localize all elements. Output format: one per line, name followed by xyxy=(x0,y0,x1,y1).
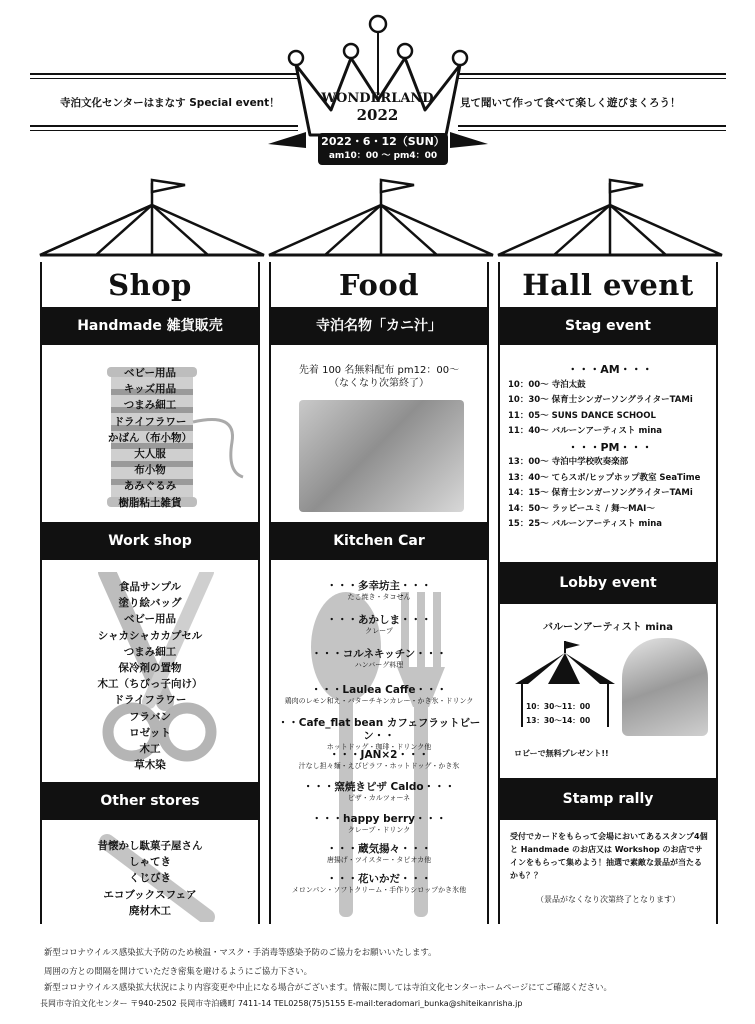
lobby-title: バルーンアーティスト mina xyxy=(543,622,673,633)
schedule-item: 14：50～ ラッピーユミ / 舞～MAI～ xyxy=(508,503,655,514)
event-year: 2022 xyxy=(356,106,399,124)
footer-line-3: 新型コロナウイルス感染拡大状況により内容変更や中止になる場合がございます。情報に関しては寺泊文化センターホームページにてご確認ください。 xyxy=(44,982,612,992)
footer-contact: 長岡市寺泊文化センター 〒940-2502 長岡市寺泊磯町 7411-14 TEL0258(75)5155 E-mail:teradomari_bunka@shiteikanrisha.jp xyxy=(40,999,523,1008)
footer-line-2: 周囲の方との間隔を開けていただき密集を避けるようにご協力下さい。 xyxy=(44,966,312,976)
specialty-line1: 先着 100 名無料配布 pm12：00～ xyxy=(298,365,460,376)
event-date: 2022・6・12（SUN） xyxy=(321,135,445,148)
tagline-right: 見て聞いて作って食べて楽しく遊びまくろう！ xyxy=(460,97,681,109)
specialty-line2: （なくなり次第終了） xyxy=(329,378,429,389)
list-item: つまみ細工 xyxy=(123,645,177,658)
list-item: ベビー用品 xyxy=(123,367,177,379)
schedule-item: 10：00～ 寺泊太鼓 xyxy=(508,379,586,390)
list-item: 昔懐かし駄菓子屋さん xyxy=(97,840,203,852)
lobby-event-band: Lobby event xyxy=(500,562,716,604)
balloon-artist-photo xyxy=(622,638,708,736)
tent-roof-food-icon xyxy=(269,180,493,255)
stage-schedule xyxy=(508,362,712,533)
list-item: ・・・Laulea Caffe・・・ 鶏肉のレモン和え・バターチキンカレー・かき氷・ドリンク xyxy=(284,684,474,705)
list-item: ベビー用品 xyxy=(123,613,177,626)
tent-roofs xyxy=(0,175,755,265)
lobby-times xyxy=(526,700,590,728)
schedule-item: 11：40～ バルーンアーティスト mina xyxy=(508,426,663,436)
list-item: 塗り絵バッグ xyxy=(118,597,182,610)
list-item: ・・・花いかだ・・・ メロンパン・ソフトクリーム・手作りシロップかき氷他 xyxy=(291,873,467,894)
list-item: ・・・多幸坊主・・・ たこ焼き・タコせん xyxy=(326,580,432,601)
shop-column xyxy=(40,262,260,924)
list-item: キッズ用品 xyxy=(123,383,177,396)
list-item: くじびき xyxy=(129,872,171,885)
list-item: 木工 xyxy=(139,743,161,756)
other-stores-list xyxy=(42,838,258,919)
schedule-item: 10：30～ 保育士シンガーソングライターTAMi xyxy=(508,395,693,405)
schedule-item: 13：00～ 寺泊中学校吹奏楽部 xyxy=(508,457,629,467)
food-title: Food xyxy=(339,268,419,302)
list-item: つまみ細工 xyxy=(123,399,177,412)
list-item: 木工（ちびっ子向け） xyxy=(97,678,203,691)
list-item: フラバン xyxy=(129,710,171,723)
list-item: あみぐるみ xyxy=(123,480,177,493)
tent-roof-shop-icon xyxy=(40,180,264,255)
crab-soup-photo xyxy=(299,400,464,512)
workshop-list xyxy=(42,579,258,773)
stamp-rally-note: （景品がなくなり次第終了となります） xyxy=(536,895,680,904)
am-heading: ・・・AM・・・ xyxy=(567,363,653,376)
tagline-left: 寺泊文化センターはまなす Special event！ xyxy=(60,97,280,109)
list-item: ドライフラワー xyxy=(113,694,187,707)
list-item: 保冷剤の置物 xyxy=(118,662,182,675)
kitchen-car-list xyxy=(271,580,487,903)
event-title: WONDERLAND xyxy=(321,91,434,106)
hall-event-column xyxy=(498,262,718,924)
list-item: 大人服 xyxy=(134,448,166,461)
list-item: エコブックスフェア xyxy=(103,888,197,901)
list-item: ・・Cafe_flat bean カフェフラットビーン・・ ホットドッグ・珈琲・ドリンク他 xyxy=(277,717,481,751)
list-item: ・・・窯焼きピザ Caldo・・・ ピザ・カルツォーネ xyxy=(302,781,456,802)
list-item: ・・・JAN×2・・・ 汁なし担々麺・えびピラフ・ホットドッグ・かき氷 xyxy=(298,749,460,770)
list-item: シャカシャカカプセル xyxy=(97,629,203,642)
schedule-item: 14：15～ 保育士シンガーソングライターTAMi xyxy=(508,488,693,498)
footer-line-1: 新型コロナウイルス感染拡大予防のため検温・マスク・手消毒等感染予防のご協力をお願いいたします。 xyxy=(44,947,437,957)
pm-heading: ・・・PM・・・ xyxy=(567,440,653,454)
list-item: 布小物 xyxy=(134,464,166,477)
list-item: 廃材木工 xyxy=(129,904,171,917)
list-item: 食品サンプル xyxy=(118,581,182,593)
list-item: ・・・蔵気揚々・・・ 唐揚げ・ツイスター・タピオカ他 xyxy=(326,843,432,864)
date-banner xyxy=(318,133,448,165)
food-column xyxy=(269,262,489,924)
schedule-item: 11：05～ SUNS DANCE SCHOOL xyxy=(508,410,656,421)
schedule-item: 13：40～ てらスポ/ヒップホップ教室 SeaTime xyxy=(508,472,701,483)
specialty-note xyxy=(271,364,487,390)
handmade-band: Handmade 雑貨販売 xyxy=(42,307,258,345)
lobby-time-1: 10：30～11：00 xyxy=(526,702,591,711)
list-item: しゃてき xyxy=(129,856,171,869)
handmade-list xyxy=(42,365,258,511)
workshop-band: Work shop xyxy=(42,522,258,560)
shop-title: Shop xyxy=(108,268,192,302)
stamp-rally-band: Stamp rally xyxy=(500,778,716,820)
kitchen-car-band: Kitchen Car xyxy=(271,522,487,560)
list-item: ・・・あかしま・・・ クレープ xyxy=(326,614,432,635)
list-item: ・・・happy berry・・・ クレープ・ドリンク xyxy=(311,813,447,834)
specialty-band: 寺泊名物「カニ汁」 xyxy=(271,307,487,345)
tent-roof-hall-icon xyxy=(498,180,722,255)
list-item: ドライフラワー xyxy=(113,415,187,428)
stage-event-band: Stag event xyxy=(500,307,716,345)
lobby-note: ロビーで無料プレゼント!! xyxy=(514,749,609,758)
stamp-rally-text: 受付でカードをもらって会場においてあるスタンプ4個と Handmade のお店又は Workshop のお店でサインをもらって集めよう！抽選で素敵な景品が当たるかも？？ xyxy=(510,832,708,880)
list-item: かばん（布小物） xyxy=(108,431,192,444)
list-item: ・・・コルネキッチン・・・ ハンバーグ料理 xyxy=(311,648,447,669)
lobby-time-2: 13：30～14：00 xyxy=(526,716,591,725)
list-item: 草木染 xyxy=(134,759,166,772)
list-item: ロゼット xyxy=(129,726,171,739)
hall-title: Hall event xyxy=(522,268,694,302)
list-item: 樹脂粘土雑貨 xyxy=(118,496,182,509)
other-stores-band: Other stores xyxy=(42,782,258,820)
schedule-item: 15：25～ バルーンアーティスト mina xyxy=(508,519,663,529)
event-time: am10：00 ～ pm4：00 xyxy=(328,151,438,161)
